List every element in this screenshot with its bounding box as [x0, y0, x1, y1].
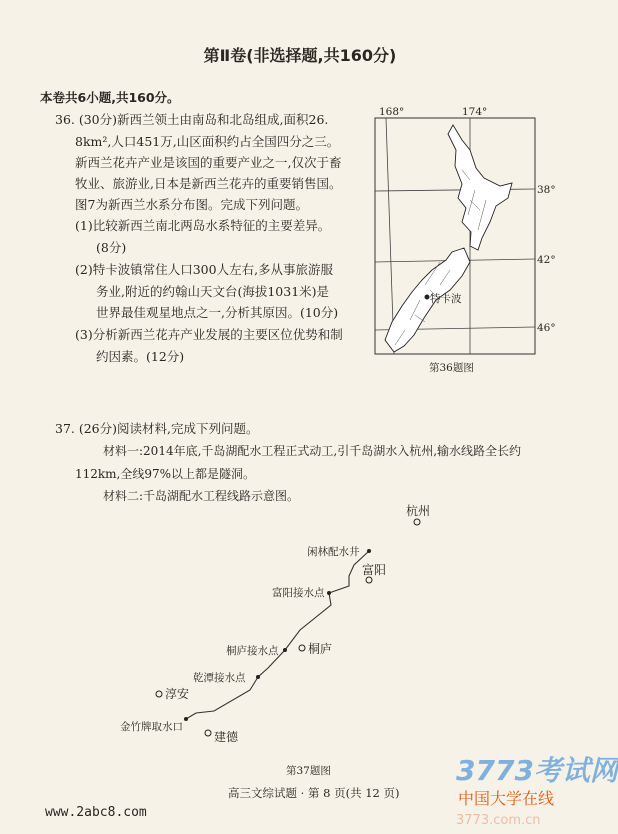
water-route	[186, 551, 369, 719]
point-label: 闲林配水井	[307, 546, 360, 558]
lat-label: 42°	[537, 254, 556, 266]
figure-caption-37: 第37题图	[286, 765, 331, 777]
watermark-url: 3773.com.cn	[456, 813, 541, 828]
q37-line: 材料二:千岛湖配水工程线路示意图。	[103, 489, 300, 503]
q36-line: 8km²,人口451万,山区面积约占全国四分之三。	[75, 134, 340, 149]
q36-sub: (1)比较新西兰南北两岛水系特征的主要差异。	[75, 218, 331, 233]
q36-sub: (8分)	[96, 240, 127, 255]
q36-sub: 务业,附近的约翰山天文台(海拔1031米)是	[96, 284, 330, 299]
site-url: www.2abc8.com	[45, 805, 147, 820]
lat-label: 46°	[537, 322, 556, 334]
section-intro: 本卷共6小题,共160分。	[40, 90, 180, 105]
q36-sub: (3)分析新西兰花卉产业发展的主要区位优势和制	[75, 327, 343, 342]
city-label: 杭州	[406, 504, 431, 518]
watermark-subtitle: 中国大学在线	[458, 789, 555, 808]
page-footer: 高三文综试题 · 第 8 页(共 12 页)	[228, 786, 400, 800]
lat-label: 38°	[537, 184, 556, 196]
point-label: 富阳接水点	[272, 587, 325, 599]
town-label-tekapo: 特卡波	[430, 293, 462, 305]
q36-sub: 约因素。(12分)	[96, 349, 185, 364]
point-label: 乾潭接水点	[193, 672, 246, 684]
watermark-logo: 3773考试网	[456, 754, 618, 787]
city-markers	[156, 519, 420, 736]
route-points	[184, 549, 371, 721]
q36-sub: 世界最佳观星地点之一,分析其原因。(10分)	[96, 305, 339, 320]
section-title: 第Ⅱ卷(非选择题,共160分)	[203, 46, 397, 65]
q36-line: 牧业、旅游业,日本是新西兰花卉的重要销售国。	[75, 176, 342, 191]
figure-caption-36: 第36题图	[429, 362, 474, 374]
q37-line: 112km,全线97%以上都是隧洞。	[75, 467, 256, 481]
point-label: 金竹牌取水口	[120, 721, 183, 733]
north-island	[448, 125, 512, 250]
q37-line: 材料一:2014年底,千岛湖配水工程正式动工,引千岛湖水入杭州,输水线路全长约	[103, 444, 522, 458]
city-label: 富阳	[362, 563, 387, 577]
lon-label: 168°	[379, 106, 405, 118]
lon-label: 174°	[462, 106, 488, 118]
parallel-38	[375, 189, 535, 191]
q36-line: 新西兰花卉产业是该国的重要产业之一,仅次于畜	[75, 155, 342, 170]
city-label: 淳安	[165, 687, 190, 701]
q36-line: 图7为新西兰水系分布图。完成下列问题。	[75, 197, 308, 212]
city-label: 建德	[214, 730, 239, 744]
point-label: 桐庐接水点	[226, 645, 279, 657]
meridian-168	[386, 118, 394, 354]
q37-line: 37. (26分)阅读材料,完成下列问题。	[55, 421, 259, 436]
city-label: 桐庐	[308, 642, 333, 656]
q36-sub: (2)特卡波镇常住人口300人左右,多从事旅游服	[75, 262, 334, 277]
tekapo-marker	[425, 295, 430, 300]
q36-line: 36. (30分)新西兰领土由南岛和北岛组成,面积26.	[55, 112, 329, 127]
